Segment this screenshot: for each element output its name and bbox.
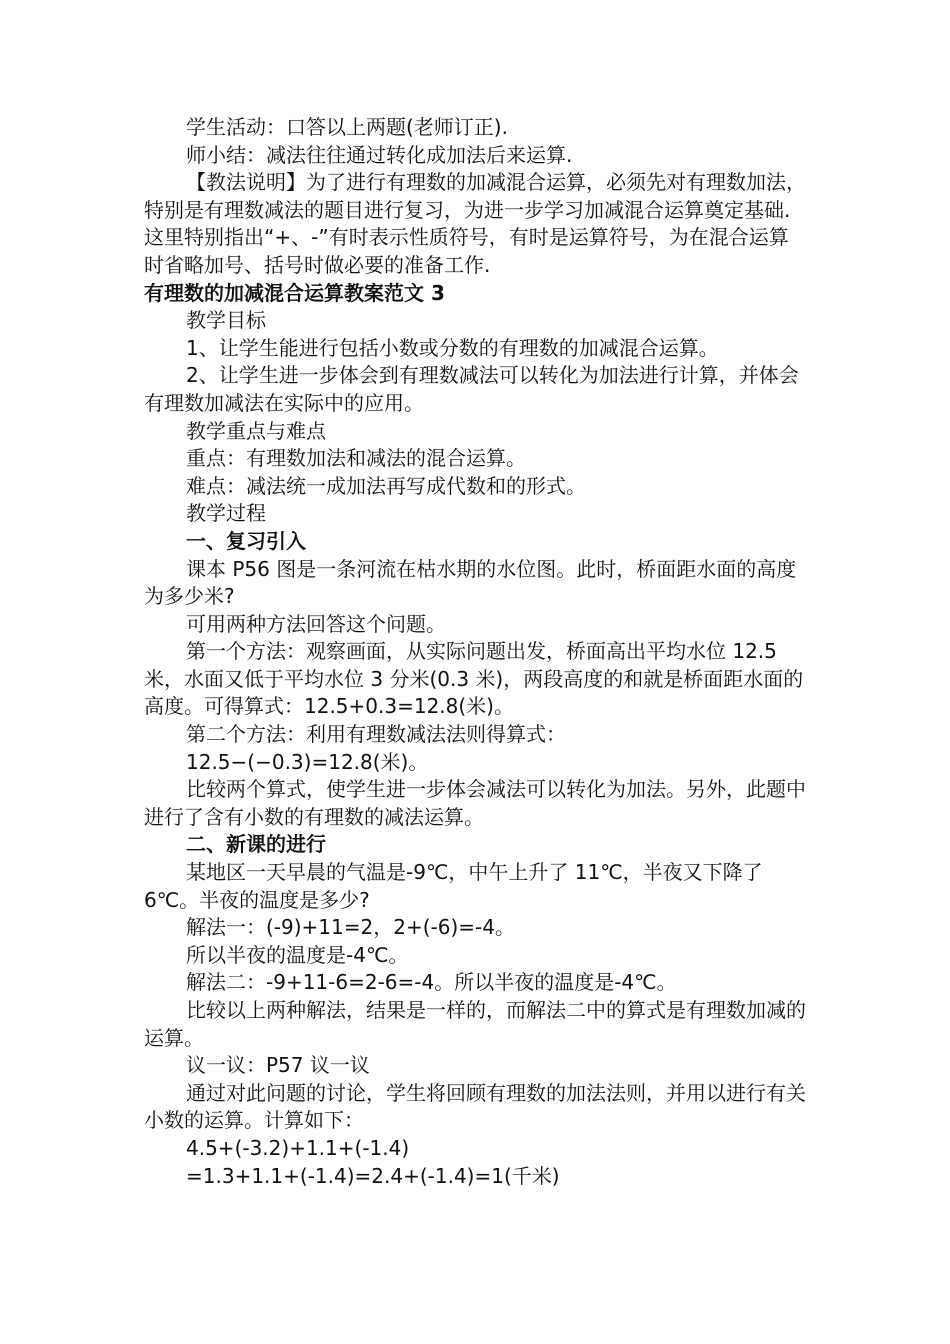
paragraph: 比较以上两种解法，结果是一样的，而解法二中的算式是有理数加减的运算。 bbox=[144, 998, 806, 1050]
formula-line: 12.5−(−0.3)=12.8(米)。 bbox=[186, 749, 429, 774]
paragraph: 所以半夜的温度是-4℃。 bbox=[186, 942, 409, 967]
section-heading: 有理数的加减混合运算教案范文 3 bbox=[144, 280, 445, 305]
paragraph: 课本 P56 图是一条河流在枯水期的水位图。此时，桥面距水面的高度为多少米? bbox=[144, 556, 797, 609]
subsection-heading: 二、新课的进行 bbox=[186, 832, 326, 857]
paragraph: 重点：有理数加法和减法的混合运算。 bbox=[186, 446, 526, 471]
paragraph: 学生活动：口答以上两题(老师订正). bbox=[186, 115, 508, 139]
paragraph: 2、让学生进一步体会到有理数减法可以转化为加法进行计算，并体会有理数加减法在实际中的应用。 bbox=[144, 363, 799, 415]
paragraph: 教学重点与难点 bbox=[186, 418, 326, 443]
paragraph: 解法二：-9+11-6=2-6=-4。所以半夜的温度是-4℃。 bbox=[186, 970, 677, 995]
paragraph: 【教法说明】为了进行有理数的加减混合运算，必须先对有理数加法，特别是有理数减法的题目进行复习，为进一步学习加减混合运算奠定基础.这里特别指出“+、-”有时表示性质符号，有时是运算符号，为在混合运算时省略加号、括号时做必要的准备工作. bbox=[144, 170, 806, 277]
paragraph: 师小结：减法往往通过转化成加法后来运算. bbox=[186, 142, 573, 167]
paragraph: 解法一：(-9)+11=2，2+(-6)=-4。 bbox=[186, 915, 515, 940]
paragraph: 某地区一天早晨的气温是-9℃，中午上升了 11℃，半夜又下降了 6℃。半夜的温度是多少? bbox=[144, 860, 763, 912]
paragraph: 教学过程 bbox=[186, 501, 266, 526]
paragraph: 通过对此问题的讨论，学生将回顾有理数的加法法则，并用以进行有关小数的运算。计算如下： bbox=[144, 1080, 806, 1133]
paragraph: 1、让学生能进行包括小数或分数的有理数的加减混合运算。 bbox=[186, 335, 719, 360]
paragraph: 第一个方法：观察画面，从实际问题出发，桥面高出平均水位 12.5 米，水面又低于平均水位 3 分米(0.3 米)，两段高度的和就是桥面距水面的高度。可得算式：12.5+0.3=12.8(米)。 bbox=[144, 639, 804, 719]
formula-line: 4.5+(-3.2)+1.1+(-1.4) bbox=[186, 1135, 410, 1160]
subsection-heading: 一、复习引入 bbox=[186, 528, 306, 553]
paragraph: 比较两个算式，使学生进一步体会减法可以转化为加法。另外，此题中进行了含有小数的有理数的减法运算。 bbox=[144, 777, 806, 829]
paragraph: 议一议：P57 议一议 bbox=[186, 1053, 370, 1078]
paragraph: 第二个方法：利用有理数减法法则得算式： bbox=[186, 722, 566, 747]
paragraph: 教学目标 bbox=[186, 308, 266, 333]
paragraph: 难点：减法统一成加法再写成代数和的形式。 bbox=[186, 473, 586, 498]
paragraph: 可用两种方法回答这个问题。 bbox=[186, 611, 446, 636]
formula-line: =1.3+1.1+(-1.4)=2.4+(-1.4)=1(千米) bbox=[186, 1163, 560, 1188]
